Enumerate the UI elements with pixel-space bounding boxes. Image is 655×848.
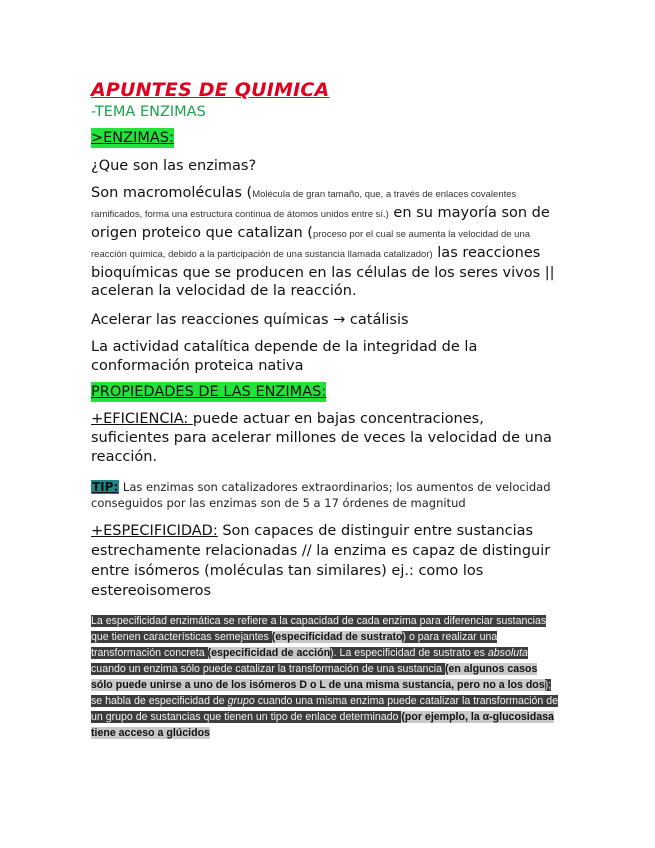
footnote-macromolecula: Molécula de gran tamaño, que, a través de enlaces covalentes ramificados, forma una estructura continua de átomos unidos entre sí.) [91,189,517,220]
tip-text: Las enzimas son catalizadores extraordinarios; los aumentos de velocidad conseguidos por las enzimas son de 5 a 17 órdenes de magnitud [91,480,551,510]
eficiencia-label: +EFICIENCIA: [91,411,193,427]
highlighted-excerpt [91,613,561,741]
excerpt-text: ). La especificidad de sustrato es [330,647,488,659]
excerpt-italic: absoluta [487,647,528,659]
definition-part-a: Son macromoléculas ( [91,185,253,201]
eficiencia-paragraph [91,410,561,467]
excerpt-bold: (en algunos casos sólo puede unirse a uno de los isómeros D o L de una misma sustancia, pero no a los dos [91,663,545,691]
especificidad-paragraph [91,521,561,601]
document-page [91,78,561,741]
excerpt-text: cuando una misma enzima puede catalizar la transformación de un grupo de sustancias que tienen un tipo de enlace determinado [91,695,559,723]
topic-subtitle: -TEMA ENZIMAS [91,104,206,120]
section-heading-propiedades: PROPIEDADES DE LAS ENZIMAS: [91,384,327,400]
especificidad-label: +ESPECIFICIDAD: [91,523,218,539]
definition-part-b: en su mayoría son de origen proteico que catalizan ( [91,205,550,241]
excerpt-text: ) o para realizar una transformación concreta [91,631,498,659]
catalysis-line: Acelerar las reacciones químicas → catálisis [91,312,409,328]
especificidad-text: Son capaces de distinguir entre sustancias estrechamente relacionadas // la enzima es capaz de distinguir entre isómeros (moléculas tan similares) ej.: como los estereoisomeros [91,523,551,599]
tip-label: TIP: [92,480,119,494]
excerpt-bold: (especificidad de acción [207,647,331,659]
excerpt-italic: grupo [227,695,255,707]
section-heading-enzimas: >ENZIMAS: [91,130,174,146]
eficiencia-text: puede actuar en bajas concentraciones, suficientes para acelerar millones de veces la velocidad de una reacción. [91,411,552,465]
excerpt-bold: (especificidad de sustrato [271,631,403,643]
excerpt-text: La especificidad enzimática se refiere a la capacidad de cada enzima para diferenciar sustancias que tienen características semejantes [91,615,547,643]
definition-paragraph [91,184,561,300]
question-line: ¿Que son las enzimas? [91,158,257,174]
excerpt-text: ); se habla de especificidad de [91,679,552,707]
excerpt-text: cuando un enzima sólo puede catalizar la transformación de una sustancia [91,663,445,675]
definition-part-c: las reacciones bioquímicas que se producen en las células de los seres vivos || aceleran la velocidad de la reacción. [91,245,555,299]
excerpt-bold: (por ejemplo, la α-glucosidasa tiene acceso a glúcidos [91,711,554,739]
activity-line: La actividad catalítica depende de la integridad de la conformación proteica nativa [91,339,478,374]
footnote-catalizar: proceso por el cual se aumenta la velocidad de una reacción química, debido a la participación de una sustancia llamada catalizador) [91,229,531,260]
tip-paragraph [91,479,561,511]
document-title: APUNTES DE QUIMICA [91,79,330,101]
